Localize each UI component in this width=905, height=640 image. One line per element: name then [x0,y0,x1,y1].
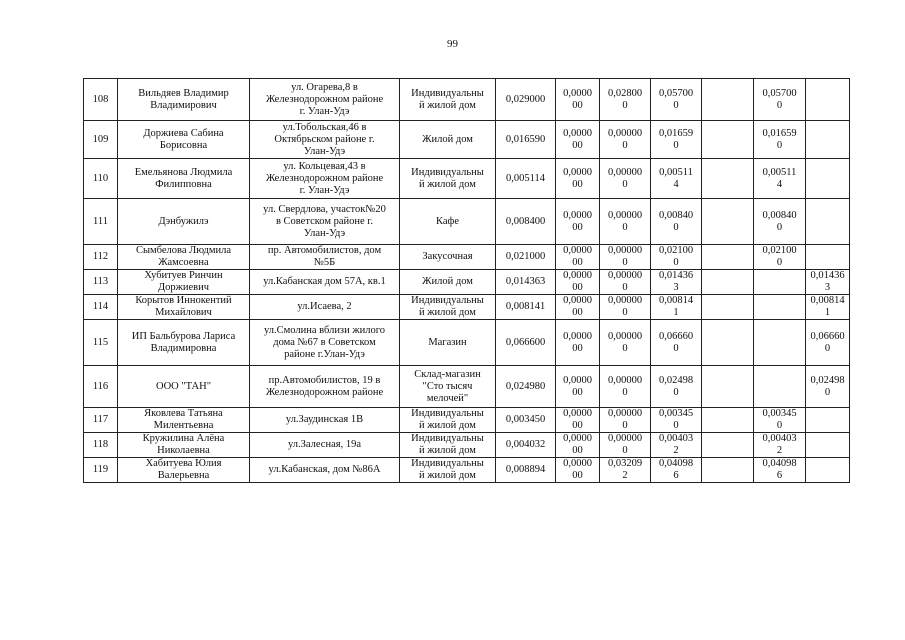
cell-value-6 [754,295,806,320]
cell-value-6 [754,270,806,295]
cell-owner-name: Сымбелова Людмила Жамсоевна [118,245,250,270]
cell-value-7: 0,06660 0 [806,320,850,366]
cell-value-4: 0,04098 6 [651,458,702,483]
cell-value-2: 0,0000 00 [556,408,600,433]
cell-value-5 [702,320,754,366]
cell-value-2: 0,0000 00 [556,433,600,458]
cell-value-3: 0,00000 0 [600,121,651,159]
cell-row-number: 113 [84,270,118,295]
table-row [84,408,850,433]
cell-value-2: 0,0000 00 [556,295,600,320]
cell-row-number: 117 [84,408,118,433]
cell-value-5 [702,245,754,270]
cell-value-4: 0,00403 2 [651,433,702,458]
cell-owner-name: Дэнбужилэ [118,199,250,245]
cell-value-3: 0,00000 0 [600,199,651,245]
cell-value-4: 0,05700 0 [651,79,702,121]
cell-object-type: Индивидуальны й жилой дом [400,433,496,458]
cell-address: ул. Кольцевая,43 в Железнодорожном районе г. Улан-Удэ [250,159,400,199]
cell-value-area: 0,008400 [496,199,556,245]
cell-value-3: 0,00000 0 [600,159,651,199]
cell-value-area: 0,016590 [496,121,556,159]
cell-object-type: Индивидуальны й жилой дом [400,159,496,199]
cell-address: пр. Автомобилистов, дом №5Б [250,245,400,270]
cell-value-4: 0,00511 4 [651,159,702,199]
cell-object-type: Жилой дом [400,270,496,295]
table-row [84,433,850,458]
cell-object-type: Индивидуальны й жилой дом [400,408,496,433]
cell-object-type: Магазин [400,320,496,366]
cell-address: ул.Тобольская,46 в Октябрьском районе г. Улан-Удэ [250,121,400,159]
cell-value-2: 0,0000 00 [556,159,600,199]
cell-value-2: 0,0000 00 [556,121,600,159]
cell-value-6 [754,320,806,366]
cell-value-3: 0,00000 0 [600,295,651,320]
cell-value-5 [702,295,754,320]
cell-row-number: 115 [84,320,118,366]
cell-value-6: 0,00345 0 [754,408,806,433]
cell-address: ул.Залесная, 19а [250,433,400,458]
cell-value-area: 0,029000 [496,79,556,121]
cell-value-7 [806,408,850,433]
cell-owner-name: Кружилина Алёна Николаевна [118,433,250,458]
table-row [84,159,850,199]
table-body [84,79,850,483]
cell-row-number: 119 [84,458,118,483]
cell-value-2: 0,0000 00 [556,458,600,483]
cell-owner-name: Хубитуев Ринчин Доржиевич [118,270,250,295]
table-row [84,79,850,121]
cell-value-7: 0,00814 1 [806,295,850,320]
cell-value-3: 0,03209 2 [600,458,651,483]
cell-owner-name: Яковлева Татьяна Милентьевна [118,408,250,433]
table-row [84,270,850,295]
cell-value-7 [806,159,850,199]
cell-value-7 [806,458,850,483]
table-row [84,320,850,366]
cell-value-5 [702,79,754,121]
cell-value-7 [806,245,850,270]
cell-value-4: 0,00345 0 [651,408,702,433]
cell-value-3: 0,00000 0 [600,245,651,270]
cell-row-number: 116 [84,366,118,408]
cell-address: ул.Заудинская 1В [250,408,400,433]
cell-value-3: 0,00000 0 [600,366,651,408]
cell-value-2: 0,0000 00 [556,245,600,270]
cell-address: ул. Огарева,8 в Железнодорожном районе г. Улан-Удэ [250,79,400,121]
cell-value-3: 0,00000 0 [600,270,651,295]
cell-value-area: 0,008141 [496,295,556,320]
cell-row-number: 111 [84,199,118,245]
cell-object-type: Индивидуальны й жилой дом [400,79,496,121]
cell-value-2: 0,0000 00 [556,79,600,121]
table-row [84,245,850,270]
cell-row-number: 112 [84,245,118,270]
cell-value-6: 0,04098 6 [754,458,806,483]
cell-value-6: 0,00840 0 [754,199,806,245]
cell-value-4: 0,01659 0 [651,121,702,159]
cell-value-4: 0,01436 3 [651,270,702,295]
cell-row-number: 109 [84,121,118,159]
cell-value-area: 0,021000 [496,245,556,270]
cell-value-5 [702,159,754,199]
cell-value-5 [702,121,754,159]
cell-value-2: 0,0000 00 [556,366,600,408]
table-row [84,366,850,408]
cell-address: пр.Автомобилистов, 19 в Железнодорожном районе [250,366,400,408]
cell-value-5 [702,366,754,408]
cell-value-3: 0,00000 0 [600,433,651,458]
cell-value-5 [702,458,754,483]
cell-owner-name: Емельянова Людмила Филипповна [118,159,250,199]
cell-value-7 [806,433,850,458]
cell-address: ул.Кабанская, дом №86А [250,458,400,483]
cell-address: ул.Исаева, 2 [250,295,400,320]
cell-owner-name: Хабитуева Юлия Валерьевна [118,458,250,483]
land-registry-table [83,78,850,483]
cell-value-6: 0,02100 0 [754,245,806,270]
cell-value-2: 0,0000 00 [556,199,600,245]
cell-owner-name: ООО "ТАН" [118,366,250,408]
cell-row-number: 108 [84,79,118,121]
table-row [84,295,850,320]
cell-value-2: 0,0000 00 [556,270,600,295]
cell-value-area: 0,008894 [496,458,556,483]
cell-value-6: 0,01659 0 [754,121,806,159]
table-row [84,199,850,245]
cell-object-type: Кафе [400,199,496,245]
cell-object-type: Индивидуальны й жилой дом [400,295,496,320]
cell-value-7 [806,79,850,121]
cell-value-5 [702,433,754,458]
cell-value-5 [702,270,754,295]
cell-value-7: 0,02498 0 [806,366,850,408]
cell-address: ул.Кабанская дом 57А, кв.1 [250,270,400,295]
cell-value-area: 0,003450 [496,408,556,433]
cell-value-6: 0,00403 2 [754,433,806,458]
cell-value-3: 0,00000 0 [600,320,651,366]
page-number: 99 [447,38,458,50]
cell-row-number: 114 [84,295,118,320]
cell-object-type: Индивидуальны й жилой дом [400,458,496,483]
cell-object-type: Закусочная [400,245,496,270]
cell-object-type: Склад-магазин "Сто тысяч мелочей" [400,366,496,408]
cell-address: ул.Смолина вблизи жилого дома №67 в Советском районе г.Улан-Удэ [250,320,400,366]
cell-address: ул. Свердлова, участок№20 в Советском районе г. Улан-Удэ [250,199,400,245]
cell-value-4: 0,02498 0 [651,366,702,408]
cell-row-number: 110 [84,159,118,199]
cell-value-area: 0,004032 [496,433,556,458]
table-row [84,121,850,159]
cell-object-type: Жилой дом [400,121,496,159]
cell-value-3: 0,00000 0 [600,408,651,433]
cell-owner-name: Корытов Иннокентий Михайлович [118,295,250,320]
cell-value-4: 0,00814 1 [651,295,702,320]
cell-value-area: 0,005114 [496,159,556,199]
cell-owner-name: Доржиева Сабина Борисовна [118,121,250,159]
cell-value-7 [806,199,850,245]
cell-value-6 [754,366,806,408]
cell-value-4: 0,00840 0 [651,199,702,245]
cell-value-7 [806,121,850,159]
cell-value-area: 0,024980 [496,366,556,408]
cell-value-5 [702,199,754,245]
cell-owner-name: ИП Бальбурова Лариса Владимировна [118,320,250,366]
cell-value-area: 0,014363 [496,270,556,295]
table-row [84,458,850,483]
cell-value-7: 0,01436 3 [806,270,850,295]
cell-value-5 [702,408,754,433]
cell-value-6: 0,00511 4 [754,159,806,199]
cell-owner-name: Вильдяев Владимир Владимирович [118,79,250,121]
cell-value-2: 0,0000 00 [556,320,600,366]
cell-value-4: 0,06660 0 [651,320,702,366]
cell-row-number: 118 [84,433,118,458]
cell-value-6: 0,05700 0 [754,79,806,121]
cell-value-area: 0,066600 [496,320,556,366]
cell-value-3: 0,02800 0 [600,79,651,121]
cell-value-4: 0,02100 0 [651,245,702,270]
